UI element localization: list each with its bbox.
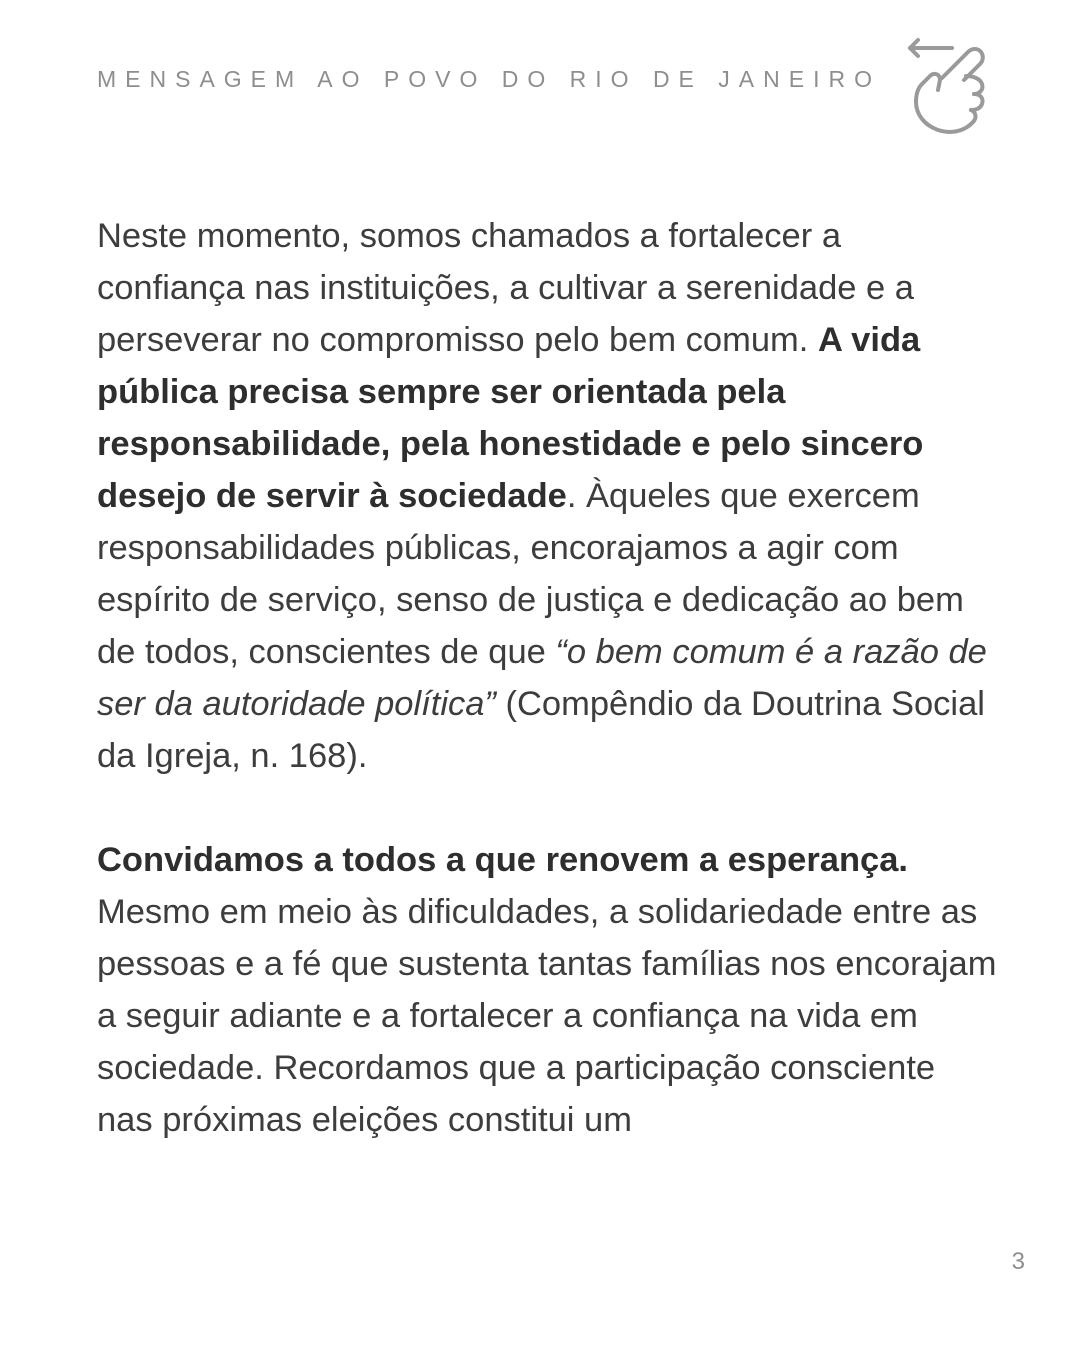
bold-emphasis: Convidamos a todos a que renovem a esperança.: [97, 841, 909, 879]
text-run: Neste momento, somos chamados a fortalecer a confiança nas instituições, a cultivar a serenidade e a perseverar no compromisso pelo bem comum.: [97, 217, 914, 359]
document-title: MENSAGEM AO POVO DO RIO DE JANEIRO: [97, 66, 881, 92]
swipe-left-hand-icon: [902, 36, 992, 136]
paragraph-2: [97, 834, 997, 1146]
bold-emphasis: A vida pública precisa sempre ser orientada pela responsabilidade, pela honestidade e pelo sincero desejo de servir à sociedade: [97, 321, 924, 515]
italic-quote: “o bem comum é a razão de ser da autoridade política”: [97, 633, 987, 723]
page-number: 3: [1011, 1248, 1025, 1275]
message-body: [97, 210, 997, 1146]
text-run: Mesmo em meio às dificuldades, a solidariedade entre as pessoas e a fé que sustenta tantas famílias nos encorajam a seguir adiante e a fortalecer a confiança na vida em sociedade. Recordamos que a participação consciente nas próximas eleições constitui um: [97, 893, 997, 1139]
citation: (Compêndio da Doutrina Social da Igreja, n. 168).: [97, 685, 985, 775]
text-run: . Àqueles que exercem responsabilidades públicas, encorajamos a agir com espírito de serviço, senso de justiça e dedicação ao bem de todos, conscientes de que: [97, 477, 964, 671]
paragraph-1: [97, 210, 997, 782]
